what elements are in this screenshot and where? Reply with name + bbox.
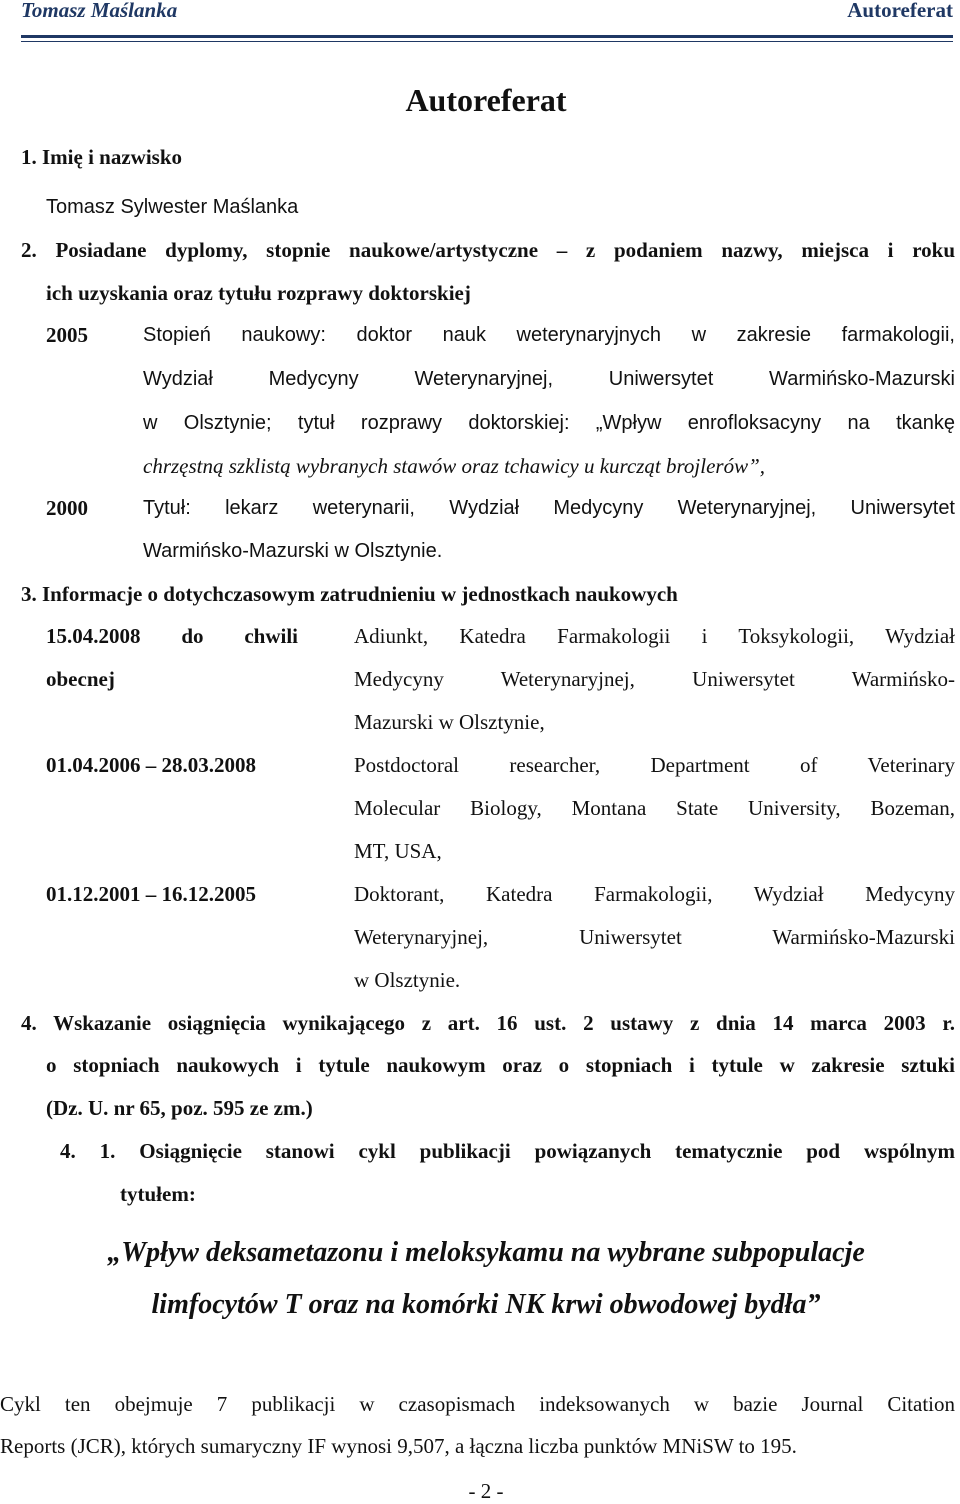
section2-heading-line1: 2. Posiadane dyplomy, stopnie naukowe/artystyczne – z podaniem nazwy, miejsca i roku (21, 238, 955, 262)
employment-line: Weterynaryjnej, Uniwersytet Warmińsko-Mazurski (354, 925, 955, 949)
employment-date: 01.04.2006 – 28.03.2008 (46, 753, 256, 777)
employment-line: MT, USA, (354, 839, 442, 863)
section1-heading: 1. Imię i nazwisko (21, 145, 183, 169)
degree-2005-line: Stopień naukowy: doktor nauk weterynaryjnych w zakresie farmakologii, (143, 324, 955, 346)
employment-date: 15.04.2008 do chwili (46, 624, 298, 648)
employment-line: Medycyny Weterynaryjnej, Uniwersytet Warmińsko- (354, 667, 955, 691)
section4-heading-line2: o stopniach naukowych i tytule naukowym oraz o stopniach i tytule w zakresie sztuki (46, 1053, 955, 1077)
employment-line: Doktorant, Katedra Farmakologii, Wydział Medycyny (354, 882, 955, 906)
degree-2005-line: w Olsztynie; tytuł rozprawy doktorskiej: „Wpływ enrofloksacyny na tkankę (143, 412, 955, 434)
header-author: Tomasz Maślanka (21, 0, 178, 22)
employment-line: Mazurski w Olsztynie, (354, 710, 545, 734)
degree-year-2000: 2000 (46, 496, 88, 520)
employment-date: obecnej (46, 667, 115, 691)
header-rule-thin (21, 41, 953, 42)
degree-year-2005: 2005 (46, 323, 88, 347)
section2-heading-line2: ich uzyskania oraz tytułu rozprawy doktorskiej (46, 281, 471, 305)
summary-line2: Reports (JCR), których sumaryczny IF wynosi 9,507, a łączna liczba punktów MNiSW to 195. (0, 1434, 797, 1458)
header-title: Autoreferat (847, 0, 953, 22)
section4-heading-line3: (Dz. U. nr 65, poz. 595 ze zm.) (46, 1096, 313, 1120)
employment-line: Postdoctoral researcher, Department of Veterinary (354, 753, 955, 777)
section1-name: Tomasz Sylwester Maślanka (46, 196, 299, 218)
achievement-title-line1: „Wpływ deksametazonu i meloksykamu na wybrane subpopulacje (107, 1237, 865, 1268)
page-number: - 2 - (468, 1479, 504, 1503)
section3-heading: 3. Informacje o dotychczasowym zatrudnieniu w jednostkach naukowych (21, 582, 678, 606)
degree-2000-line: Tytuł: lekarz weterynarii, Wydział Medycyny Weterynaryjnej, Uniwersytet (143, 497, 955, 519)
section4-heading-line1: 4. Wskazanie osiągnięcia wynikającego z art. 16 ust. 2 ustawy z dnia 14 marca 2003 r. (21, 1011, 955, 1035)
header-rule (21, 35, 953, 38)
summary-line1: Cykl ten obejmuje 7 publikacji w czasopismach indeksowanych w bazie Journal Citation (0, 1392, 955, 1416)
achievement-title-line2: limfocytów T oraz na komórki NK krwi obwodowej bydła” (151, 1289, 821, 1320)
employment-date: 01.12.2001 – 16.12.2005 (46, 882, 256, 906)
employment-line: w Olsztynie. (354, 968, 461, 992)
degree-2005-line: Wydział Medycyny Weterynaryjnej, Uniwersytet Warmińsko-Mazurski (143, 368, 955, 390)
employment-line: Adiunkt, Katedra Farmakologii i Toksykologii, Wydział (354, 624, 955, 648)
section4-1-line2: tytułem: (120, 1182, 196, 1206)
dissertation-title: chrzęstną szklistą wybranych stawów oraz tchawicy u kurcząt brojlerów”, (143, 454, 766, 478)
document-title: Autoreferat (405, 82, 567, 118)
section4-1-line1: 4. 1. Osiągnięcie stanowi cykl publikacji powiązanych tematycznie pod wspólnym (60, 1139, 955, 1163)
employment-line: Molecular Biology, Montana State University, Bozeman, (354, 796, 955, 820)
degree-2000-line: Warmińsko-Mazurski w Olsztynie. (143, 540, 443, 562)
